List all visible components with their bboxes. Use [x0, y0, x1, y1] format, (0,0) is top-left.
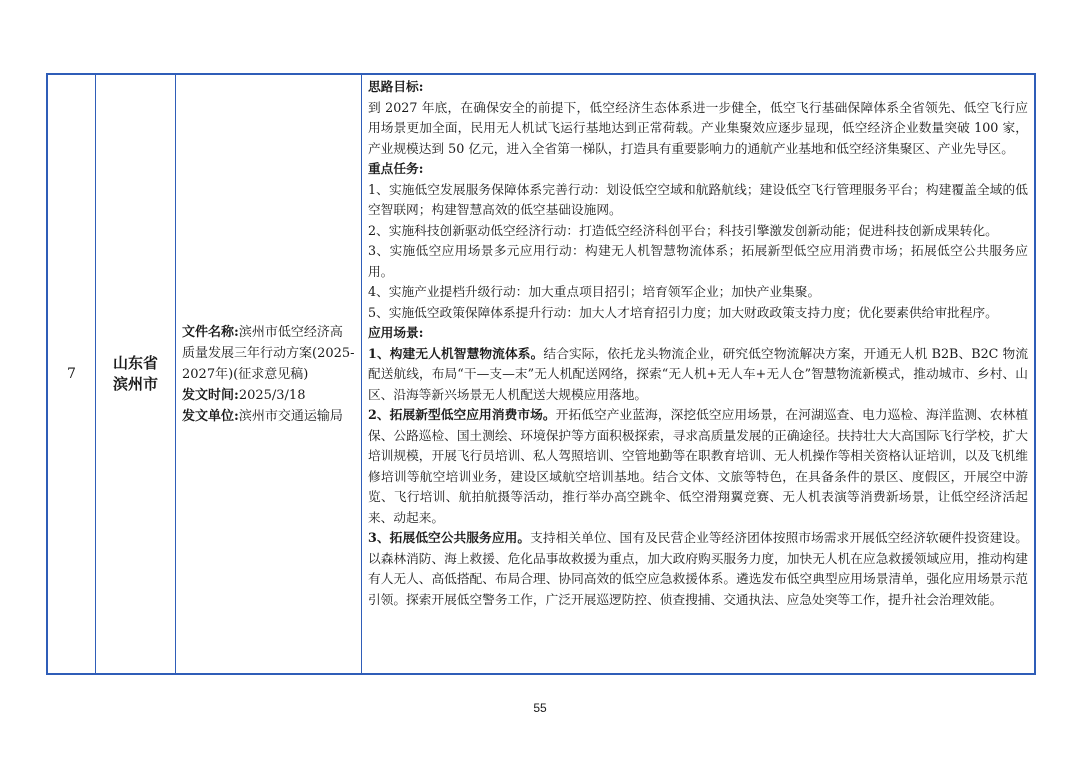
goal-heading: 思路目标: [368, 79, 424, 94]
region-province: 山东省 [112, 354, 158, 372]
issue-date [182, 385, 355, 406]
goal-text: 到 2027 年底，在确保安全的前提下，低空经济生态体系进一步健全，低空飞行基础保障体系全省领先、低空飞行应用场景更加全面，民用无人机试飞运行基地达到正常荷载。产业集聚效应逐步显现，低空经济企业数量突破 100 家，产业规模达到 50 亿元，进入全省第一梯队，打造具有重要影响力的通航产业基地和低空经济集聚区、产业先导区。 [368, 99, 1028, 156]
content-cell [362, 75, 1034, 673]
page-number: 55 [533, 701, 547, 715]
scene-title: 2、拓展新型低空应用消费市场。 [368, 407, 556, 422]
task-item: 1、实施低空发展服务保障体系完善行动：划设低空空域和航路航线；建设低空飞行管理服务平台；构建覆盖全域的低空智联网；构建智慧高效的低空基础设施网。 [368, 181, 1028, 217]
scene-title: 1、构建无人机智慧物流体系。 [368, 345, 544, 361]
issuing-unit-label: 发文单位: [182, 408, 239, 424]
issuing-unit-value: 滨州市交通运输局 [238, 408, 343, 424]
region-city: 滨州市 [112, 375, 158, 393]
document-name-label: 文件名称: [182, 324, 239, 340]
scene-item [368, 344, 1028, 406]
task-item: 4、实施产业提档升级行动：加大重点项目招引；培育领军企业；加快产业集聚。 [368, 284, 821, 299]
scene-item [368, 528, 1028, 610]
scene-item [368, 405, 1028, 528]
tasks-heading: 重点任务: [368, 161, 424, 176]
task-item: 5、实施低空政策保障体系提升行动：加大人才培育招引力度；加大财政政策支持力度；优化要素供给审批程序。 [368, 304, 998, 320]
issue-date-label: 发文时间: [182, 387, 239, 403]
task-item: 2、实施科技创新驱动低空经济行动：打造低空经济科创平台；科技引擎激发创新动能；促进科技创新成果转化。 [368, 222, 998, 238]
scene-text: 结合实际，依托龙头物流企业，研究低空物流解决方案，开通无人机 B2B、B2C 物流配送航线，布局“干—支—末”无人机配送网络，探索“无人机+无人车+无人仓”智慧物流新模式，推动城市、乡村、山区、沿海等新兴场景无人机配送大规模应用落地。 [368, 345, 1029, 402]
document-name-value: 滨州市低空经济高质量发展三年行动方案(2025-2027年)(征求意见稿) [182, 324, 355, 382]
scene-text: 开拓低空产业蓝海，深挖低空应用场景，在河湖巡查、电力巡检、海洋监测、农林植保、公路巡检、国土测绘、环境保护等方面积极探索，寻求高质量发展的正确途径。扶持壮大大高国际飞行学校，扩大培训规模，开展飞行员培训、私人驾照培训、空管地勤等在职教育培训、无人机操作等相关资格认证培训，以及飞机维修培训等航空培训业务，建设区域航空培训基地。结合文体、文旅等特色，在具备条件的景区、度假区，开展空中游览、飞行培训、航拍航摄等活动，推行举办高空跳伞、低空滑翔翼竞赛、无人机表演等消费新场景，让低空经济活起来、动起来。 [368, 407, 1029, 525]
issuing-unit [182, 406, 355, 427]
issue-date-value: 2025/3/18 [238, 387, 306, 403]
scenes-heading: 应用场景: [368, 325, 424, 340]
row-number: 7 [67, 366, 76, 382]
scene-text: 支持相关单位、国有及民营企业等经济团体按照市场需求开展低空经济软硬件投资建设。以森林消防、海上救援、危化品事故救援为重点，加大政府购买服务力度，加快无人机在应急救援领域应用，推动构建有人无人、高低搭配、布局合理、协同高效的低空应急救援体系。遴选发布低空典型应用场景清单，强化应用场景示范引领。探索开展低空警务工作，广泛开展巡逻防控、侦查搜捕、交通执法、应急处突等工作，提升社会治理效能。 [368, 530, 1028, 607]
task-item: 3、实施低空应用场景多元应用行动：构建无人机智慧物流体系；拓展新型低空应用消费市场；拓展低空公共服务应用。 [368, 243, 1028, 279]
policy-table [46, 73, 1036, 675]
scene-title: 3、拓展低空公共服务应用。 [368, 530, 531, 545]
region-cell [96, 75, 176, 673]
document-meta-cell [176, 75, 362, 673]
row-number-cell [48, 75, 96, 673]
document-name [182, 322, 355, 385]
